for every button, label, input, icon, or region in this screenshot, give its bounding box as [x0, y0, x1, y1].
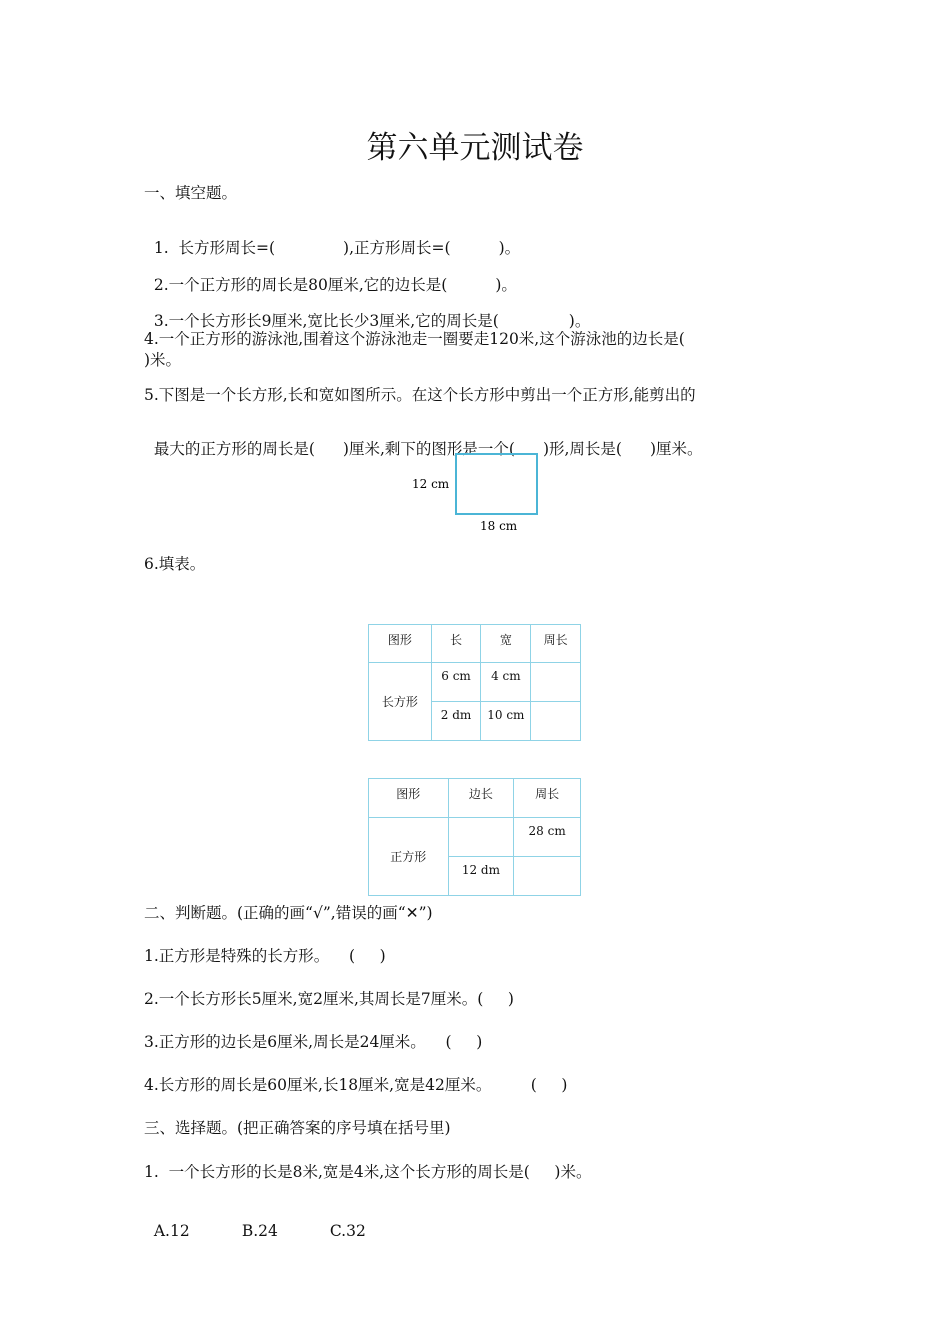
q1-part-c: )。: [498, 239, 521, 257]
choice-question-1: 1. 一个长方形的长是8米,宽是4米,这个长方形的周长是( )米。: [144, 1163, 592, 1181]
q5-part-b: )厘米,剩下的图形是一个(: [342, 440, 515, 458]
judge-item-4: 4.长方形的周长是60厘米,长18厘米,宽是42厘米。 ( ): [144, 1076, 568, 1094]
q2-part-b: )。: [495, 276, 517, 294]
q5-part-a: 最大的正方形的周长是(: [153, 440, 315, 458]
q1-part-b: ),正方形周长=(: [343, 239, 451, 257]
table-cell-answer[interactable]: [448, 818, 514, 857]
table-header: 周长: [531, 625, 581, 663]
section1-heading: 一、填空题。: [144, 184, 238, 202]
judge-item-3: 3.正方形的边长是6厘米,周长是24厘米。 ( ): [144, 1033, 483, 1051]
table-cell: 2 dm: [431, 702, 481, 741]
section2-heading: 二、判断题。(正确的画“√”,错误的画“✕”): [144, 904, 433, 922]
table-header: 长: [431, 625, 481, 663]
table-cell-answer[interactable]: [531, 702, 581, 741]
table-cell-answer[interactable]: [514, 857, 581, 896]
q5-part-c: )形,周长是(: [542, 440, 622, 458]
question-1-4-line1: 4.一个正方形的游泳池,围着这个游泳池走一圈要走120米,这个游泳池的边长是(: [144, 330, 685, 348]
option-b: B.24: [241, 1222, 278, 1240]
q3-part-a: 3.一个长方形长9厘米,宽比长少3厘米,它的周长是(: [153, 312, 499, 330]
table-header: 图形: [369, 779, 449, 818]
width-label: 12 cm: [412, 477, 450, 491]
question-1-5-line1: 5.下图是一个长方形,长和宽如图所示。在这个长方形中剪出一个正方形,能剪出的: [144, 386, 696, 404]
choice-options: [144, 1204, 418, 1240]
judge-item-1: 1.正方形是特殊的长方形。 ( ): [144, 947, 386, 965]
rectangle-shape: [456, 454, 537, 514]
table-header: 宽: [481, 625, 531, 663]
table-header: 周长: [514, 779, 581, 818]
rectangle-figure: [400, 448, 560, 540]
table-cell: 10 cm: [481, 702, 531, 741]
square-table: [368, 778, 581, 896]
option-c: C.32: [329, 1222, 366, 1240]
table-cell: 4 cm: [481, 663, 531, 702]
table-cell: 28 cm: [514, 818, 581, 857]
table-cell-shape: 正方形: [369, 818, 449, 896]
option-a: A.12: [153, 1222, 190, 1240]
question-1-4-line2: )米。: [144, 351, 182, 369]
q5-part-d: )厘米。: [649, 440, 703, 458]
question-1-2: [144, 255, 517, 295]
table-cell-answer[interactable]: [531, 663, 581, 702]
question-1-1: [144, 218, 520, 258]
table-header: 图形: [369, 625, 432, 663]
table-header: 边长: [448, 779, 514, 818]
table-cell-shape: 长方形: [369, 663, 432, 741]
length-label: 18 cm: [480, 519, 518, 533]
question-1-3: [144, 291, 590, 331]
q3-part-b: )。: [568, 312, 591, 330]
q2-part-a: 2.一个正方形的周长是80厘米,它的边长是(: [153, 276, 448, 294]
rectangle-table: [368, 624, 581, 741]
question-1-6: 6.填表。: [144, 555, 206, 573]
page-title: 第六单元测试卷: [366, 130, 584, 166]
q1-part-a: 1. 长方形周长=(: [153, 239, 276, 257]
judge-item-2: 2.一个长方形长5厘米,宽2厘米,其周长是7厘米。( ): [144, 990, 514, 1008]
table-cell: 6 cm: [431, 663, 481, 702]
table-cell: 12 dm: [448, 857, 514, 896]
section3-heading: 三、选择题。(把正确答案的序号填在括号里): [144, 1119, 451, 1137]
